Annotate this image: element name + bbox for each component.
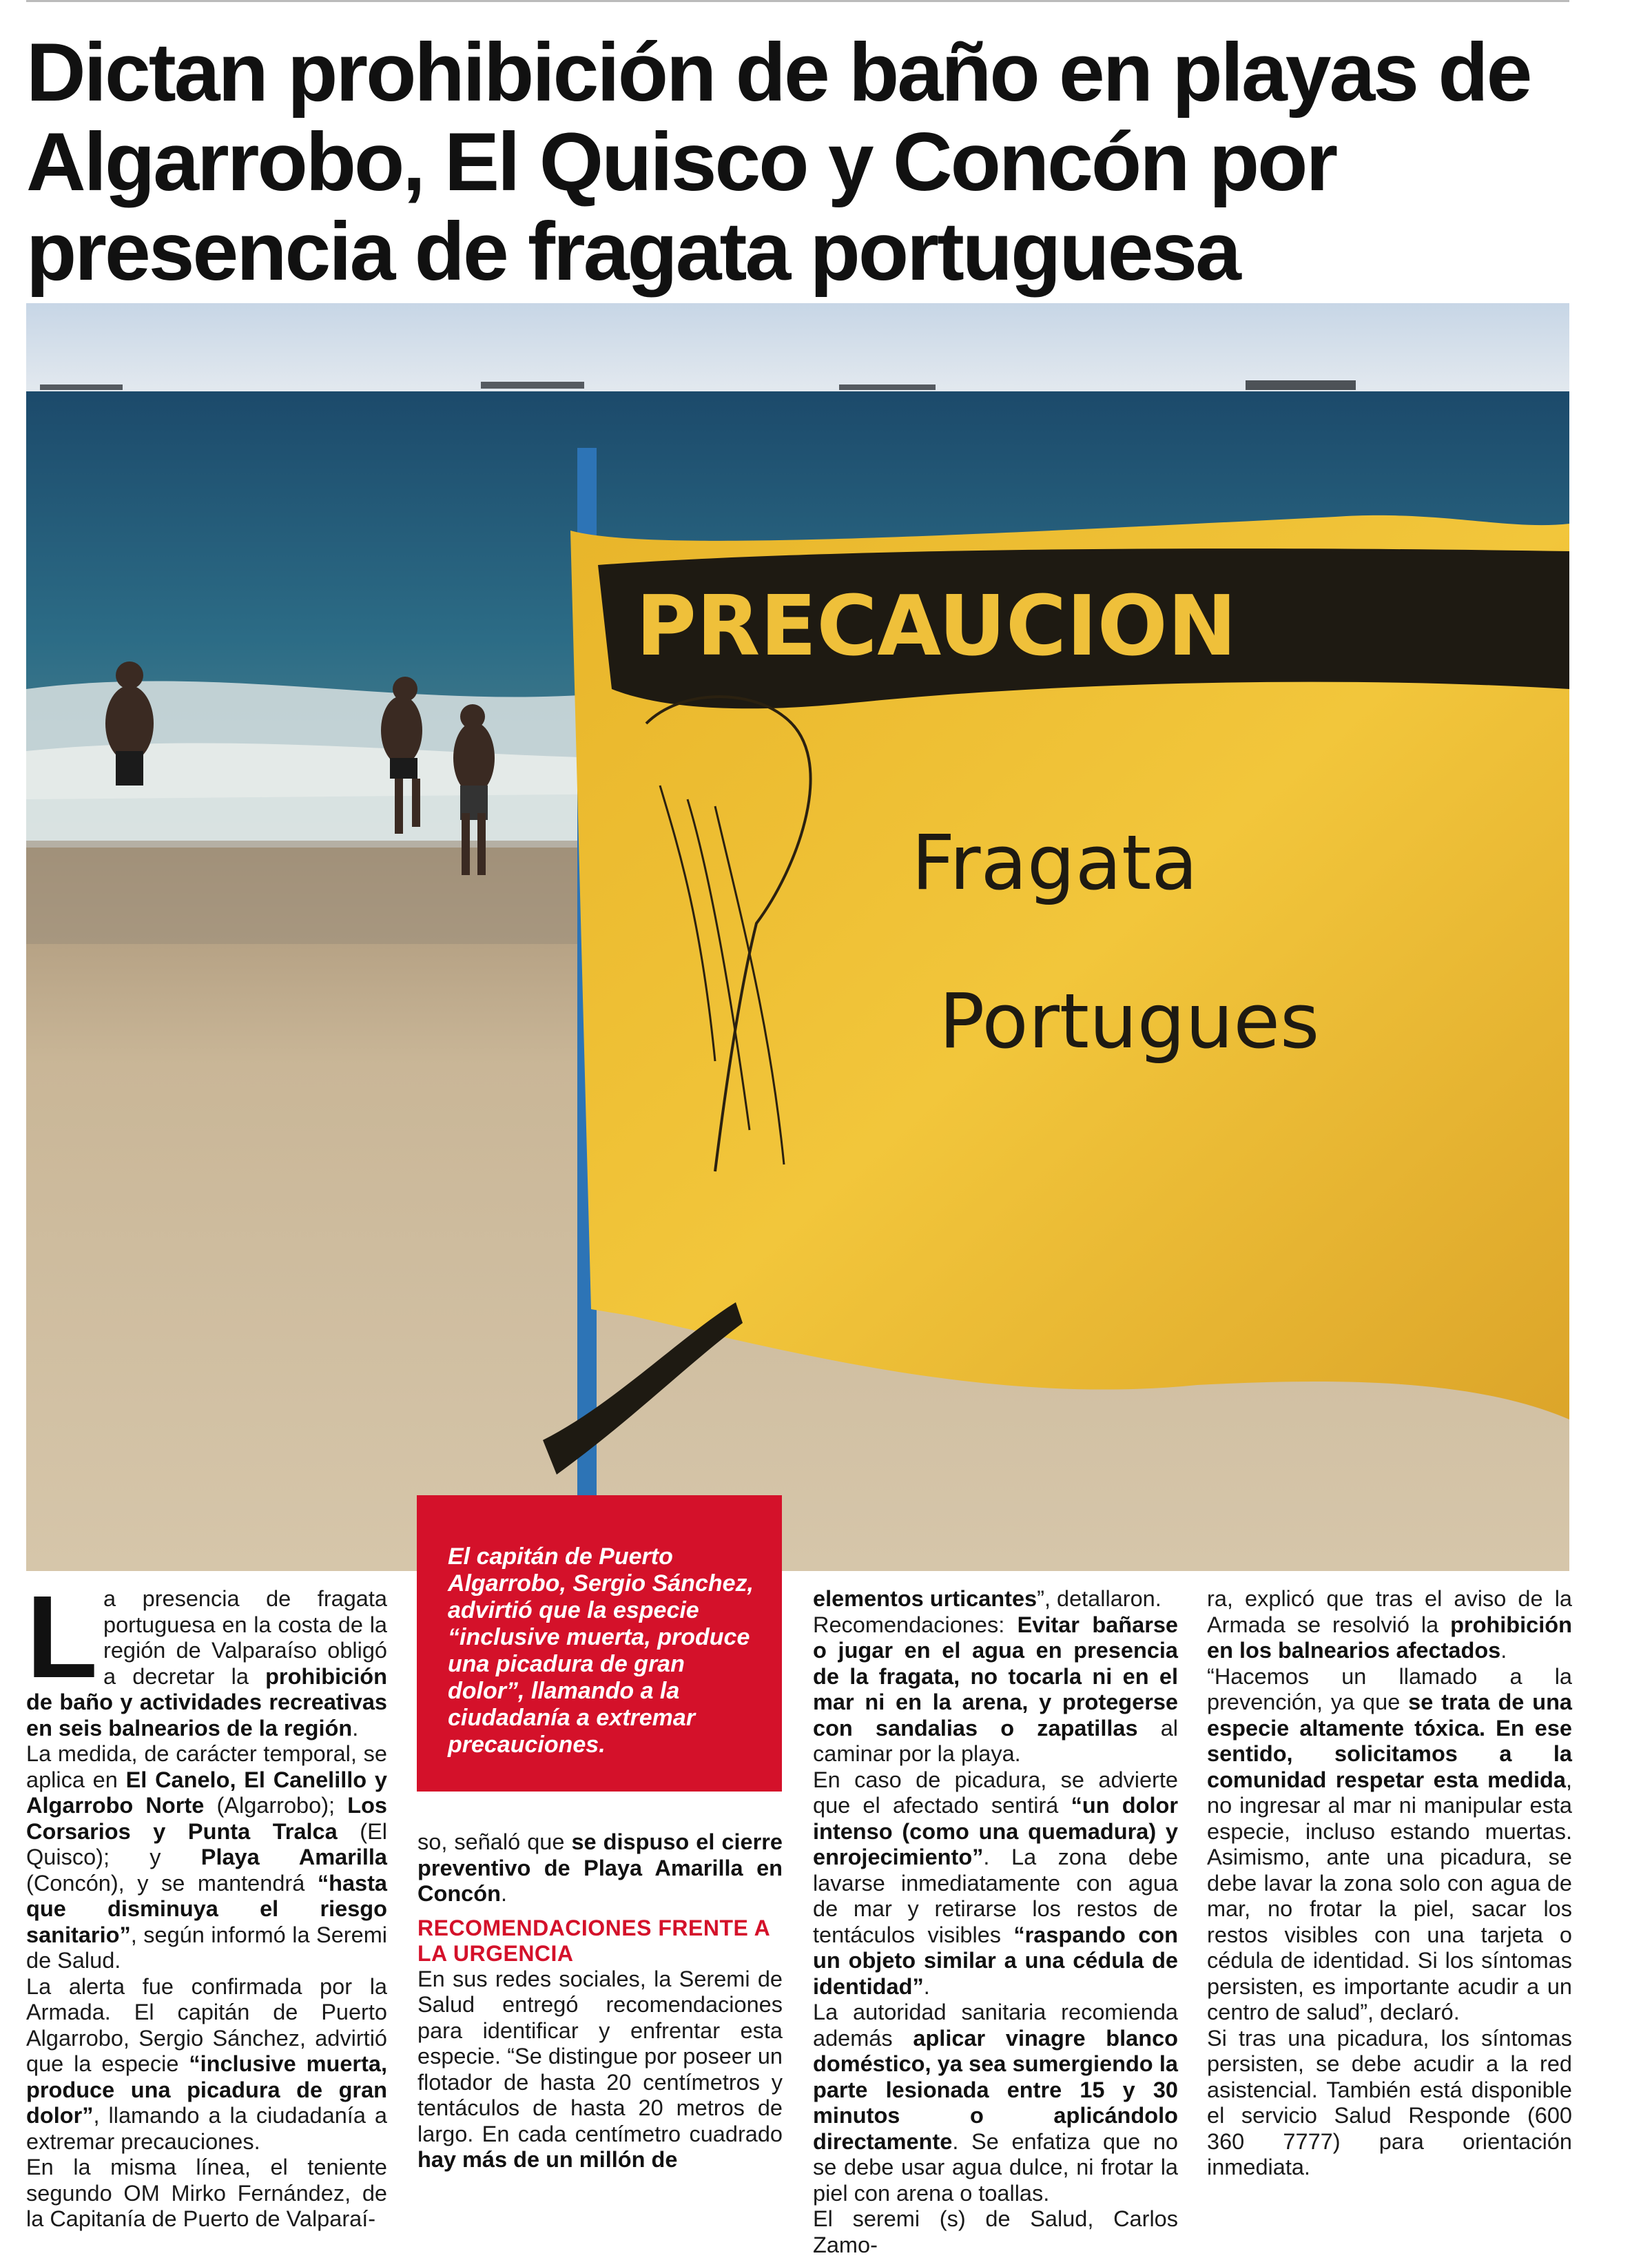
article-column-4: [1207, 1586, 1572, 2181]
drop-cap: L: [26, 1572, 98, 1703]
text: (Concón), y se mantendrá: [26, 1870, 318, 1896]
paragraph: [26, 1572, 387, 1741]
article-column-2: [417, 1829, 783, 2173]
text: (Algarrobo);: [204, 1793, 348, 1818]
bold-text: hay más de un millón de: [417, 2147, 678, 2172]
bold-text: aplicar vinagre blanco doméstico, ya sea sumergiendo la parte lesionada entre 15 y 30 minutos o aplicándolo directamente: [813, 2025, 1178, 2154]
flag-precaucion-text: PRECAUCION: [636, 579, 1237, 675]
paragraph: [1207, 1664, 1572, 2026]
paragraph: Si tras una picadura, los síntomas persisten, se debe acudir a la red asistencial. También está disponible el servicio Salud Responde (600 360 7777) para orientación inmediata.: [1207, 2025, 1572, 2179]
text: ”, detallaron.: [1037, 1586, 1161, 1611]
bold-text: “un dolor intenso (como una quemadura) y enrojecimiento”: [813, 1793, 1179, 1869]
text: .: [923, 1973, 930, 1999]
text: , no ingresar al mar ni manipular esta especie, incluso estando muertas. Asimismo, ante una picadura, se debe lavar la zona solo con agua de mar, no frotar la piel, sacar los restos visibles con una tarjeta o cédula de identidad. Si los síntomas persisten, es importante acudir a un centro de salud”, declaró.: [1207, 1767, 1572, 2024]
paragraph: [813, 1612, 1178, 1767]
flag-fragata-text: Fragata: [911, 819, 1198, 907]
text: ra, explicó que tras el aviso de la Armada se resolvió la: [1207, 1586, 1572, 1637]
flag-portugues-text: Portugues: [939, 977, 1320, 1065]
pull-quote: [417, 1495, 782, 1792]
paragraph: [417, 1967, 783, 2173]
paragraph: En la misma línea, el teniente segundo OM Mirko Fernández, de la Capitanía de Puerto de Valparaí-: [26, 2155, 387, 2231]
paragraph: [813, 2000, 1178, 2206]
bold-text: Los Corsarios y Punta Tralca: [26, 1793, 387, 1844]
beach-flag-photo: [26, 303, 1569, 1571]
text: La alerta fue confirmada por la Armada. El capitán de Puerto Algarrobo, Sergio Sánchez, advirtió que la especie: [26, 1973, 387, 2076]
article-column-3: [813, 1586, 1178, 2258]
paragraph: [26, 1974, 387, 2155]
paragraph: [1207, 1586, 1572, 1664]
bold-text: “inclusive muerta, produce una picadura de gran dolor”: [26, 2051, 387, 2128]
article-column-1: [26, 1572, 388, 2233]
text: . La zona debe lavarse inmediatamente con agua de mar y retirarse los restos de tentáculos visibles: [813, 1845, 1178, 1947]
text: .: [500, 1881, 507, 1906]
text: , según informó la Seremi de Salud.: [26, 1922, 387, 1973]
section-subhead: RECOMENDACIONES FRENTE A LA URGENCIA: [417, 1915, 770, 1966]
paragraph: El seremi (s) de Salud, Carlos Zamo-: [813, 2206, 1178, 2257]
headline: Dictan prohibición de baño en playas de Algarrobo, El Quisco y Concón por presencia de fragata portuguesa: [26, 26, 1531, 298]
bold-text: Evitar bañarse o jugar en el agua en presencia de la fragata, no tocarla ni en el mar ni en la arena, y protegerse con sandalias o zapatillas: [813, 1612, 1179, 1741]
text: Recomendaciones:: [813, 1612, 1018, 1637]
text: (El Quisco); y: [26, 1818, 387, 1869]
paragraph: [813, 1767, 1178, 2000]
text: so, señaló que: [417, 1829, 572, 1854]
text: . Se enfatiza que no se debe usar agua dulce, ni frotar la piel con arena o toallas.: [813, 2128, 1178, 2206]
text: La autoridad sanitaria recomienda además: [813, 2000, 1178, 2051]
bold-text: Playa Amarilla: [200, 1845, 387, 1869]
bold-text: prohibición en los balnearios afectados: [1207, 1612, 1572, 1663]
text: al caminar por la playa.: [813, 1715, 1178, 1766]
text: .: [352, 1715, 359, 1741]
bold-text: El Canelo, El Canelillo y Algarrobo Norte: [26, 1767, 388, 1818]
bold-text: prohibición de baño y actividades recreativas en seis balnearios de la región: [26, 1663, 387, 1741]
text: La medida, de carácter temporal, se aplica en: [26, 1741, 387, 1792]
text: En sus redes sociales, la Seremi de Salud entregó recomendaciones para identificar y enfrentar esta especie. “Se distingue por poseer un flotador de hasta 20 centímetros y tentáculos de hasta 20 metros de largo. En cada centímetro cuadrado: [417, 1966, 783, 2146]
text: En caso de picadura, se advierte que el afectado sentirá: [813, 1767, 1178, 1818]
top-rule: [26, 0, 1569, 2]
text: .: [1500, 1638, 1507, 1663]
text: a presencia de fragata portuguesa en la costa de la región de Valparaíso obligó a decretar la: [103, 1586, 387, 1689]
text: , llamando a la ciudadanía a extremar precauciones.: [26, 2103, 387, 2154]
bold-text: “raspando con un objeto similar a una cédula de identidad”: [813, 1922, 1178, 1999]
paragraph: [417, 1829, 783, 1907]
text: “Hacemos un llamado a la prevención, ya que: [1207, 1663, 1572, 1714]
bold-text: “hasta que disminuya el riesgo sanitario”: [26, 1870, 387, 1947]
bold-text: se dispuso el cierre preventivo de Playa Amarilla en Concón: [417, 1829, 783, 1906]
paragraph: [813, 1586, 1178, 1612]
pull-quote-text: El capitán de Puerto Algarrobo, Sergio Sánchez, advirtió que la especie “inclusive muerta, produce una picadura de gran dolor”, llamando a la ciudadanía a extremar precauciones.: [448, 1543, 754, 1758]
bold-text: se trata de una especie altamente tóxica. En ese sentido, solicitamos a la comunidad respetar esta medida: [1207, 1690, 1572, 1792]
paragraph: [26, 1741, 387, 1974]
bold-text: elementos urticantes: [813, 1586, 1037, 1611]
